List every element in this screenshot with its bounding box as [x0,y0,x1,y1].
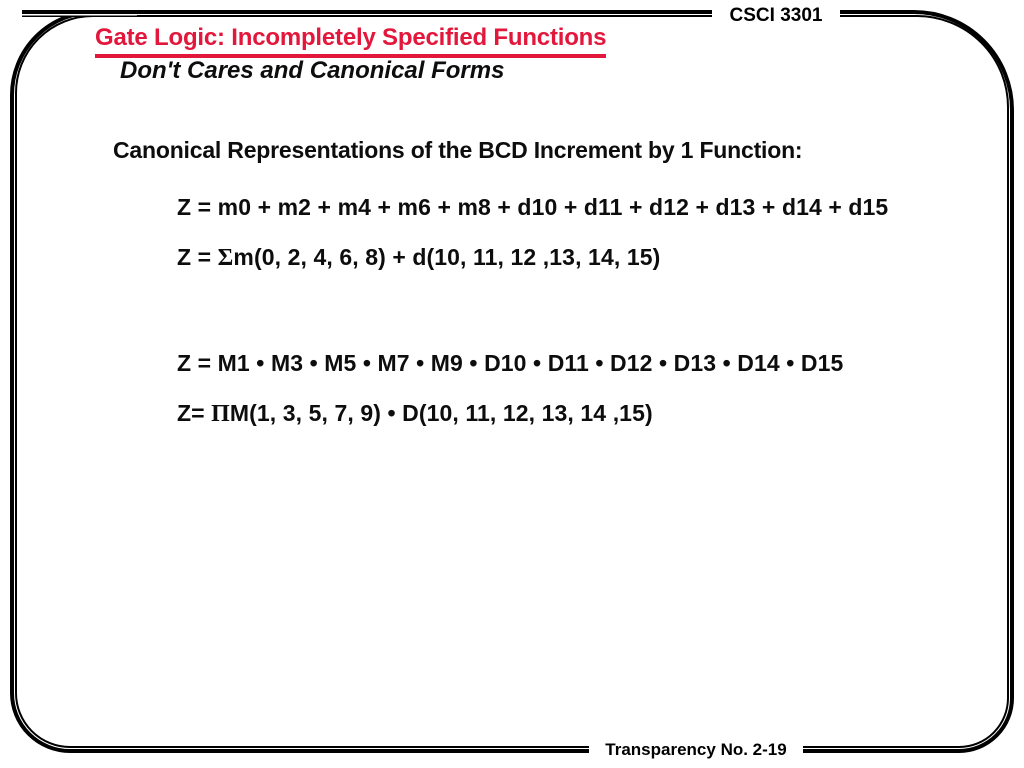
body-heading: Canonical Representations of the BCD Increment by 1 Function: [113,137,803,163]
formula-prefix: Z = [177,244,218,270]
formula-maxterm-expanded: Z = M1 • M3 • M5 • M7 • M9 • D10 • D11 • D12 • D13 • D14 • D15 [177,350,844,376]
slide-frame-outer-border [10,10,1014,753]
slide-title: Gate Logic: Incompletely Specified Functions [95,24,606,58]
course-code-label: CSCI 3301 [712,3,840,29]
formula-minterm-compact [177,244,660,272]
top-border-line-extension [22,10,137,18]
sigma-symbol: Σ [217,245,234,271]
formula-rest: m(0, 2, 4, 6, 8) + d(10, 11, 12 ,13, 14, 15) [233,244,661,270]
formula-prefix: Z= [177,400,212,426]
formula-rest: M(1, 3, 5, 7, 9) • D(10, 11, 12, 13, 14 ,15) [229,400,653,426]
slide-frame-inner-border [15,15,1009,748]
pi-symbol: Π [211,401,230,427]
formula-maxterm-compact [177,400,653,428]
formula-minterm-expanded: Z = m0 + m2 + m4 + m6 + m8 + d10 + d11 + d12 + d13 + d14 + d15 [177,194,889,220]
transparency-number-label: Transparency No. 2-19 [589,737,803,763]
slide-subtitle: Don't Cares and Canonical Forms [120,57,505,84]
